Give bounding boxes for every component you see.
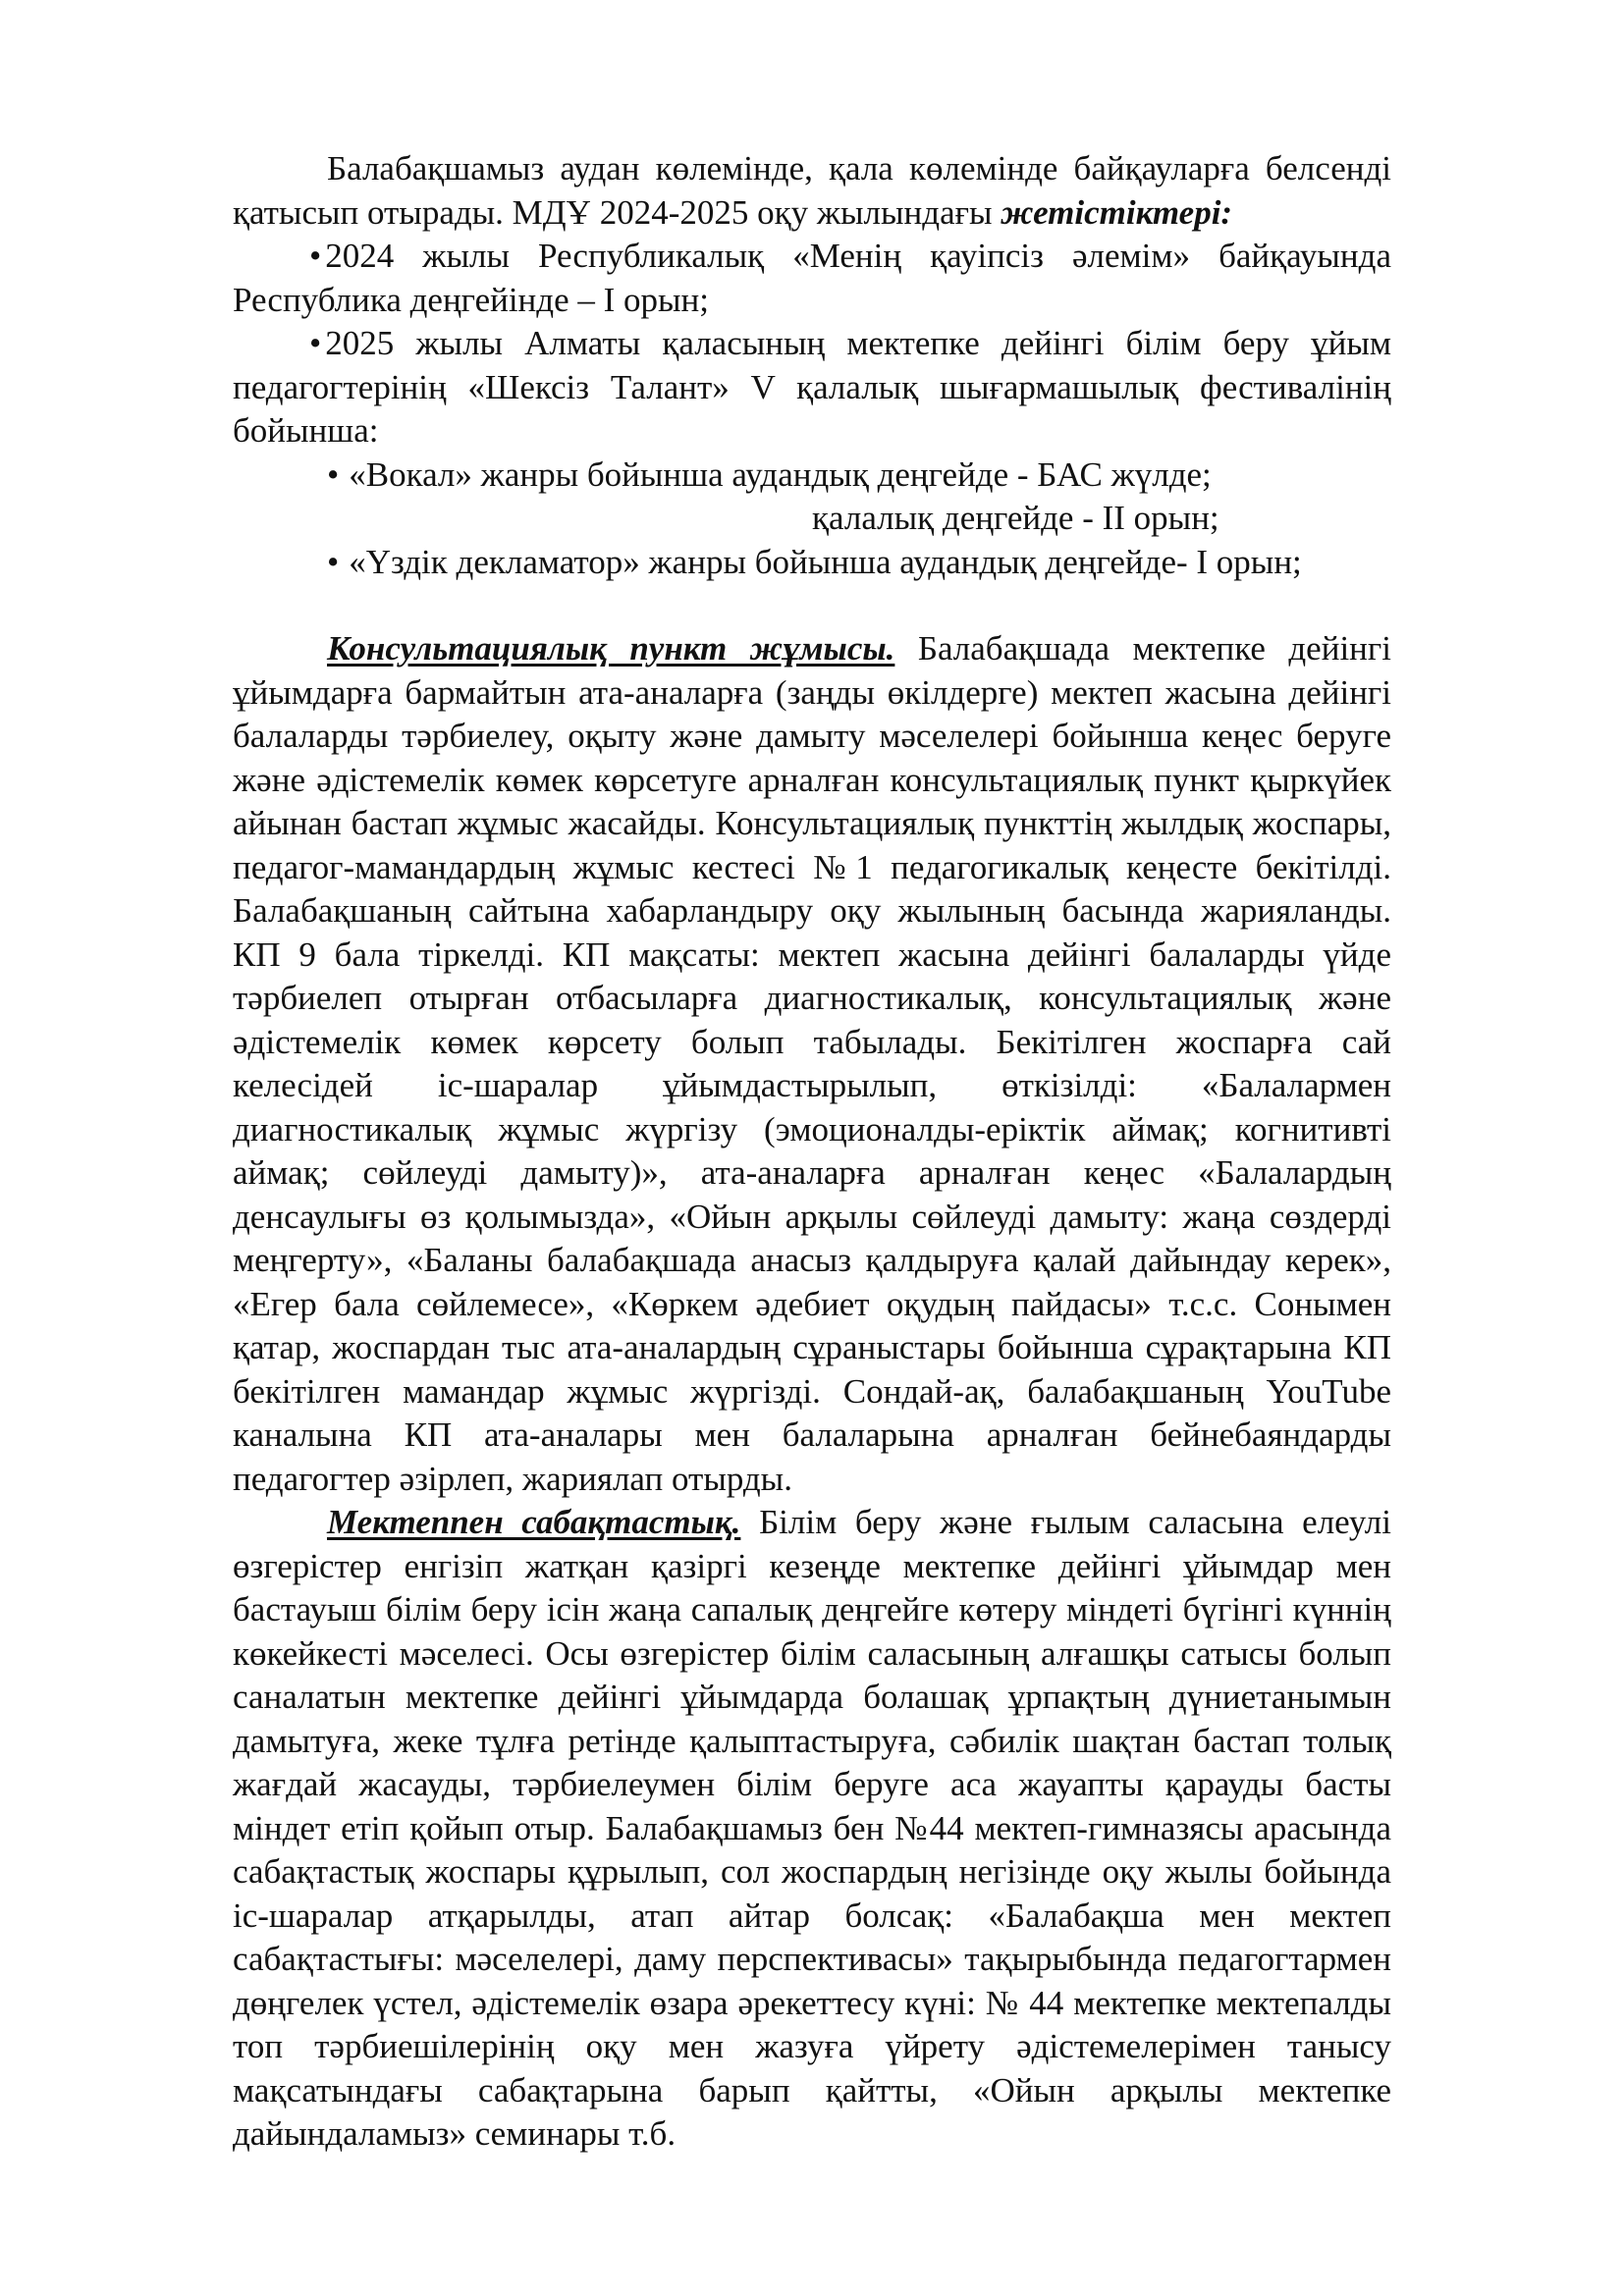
continuity-heading: Мектеппен сабақтастық.: [327, 1503, 741, 1541]
sub-item-declamator: [233, 541, 1391, 585]
continuity-paragraph: [233, 1501, 1391, 2157]
achievements-heading: жетістіктері:: [1001, 192, 1233, 232]
paragraph-spacer: [233, 584, 1391, 627]
sub-item-vocal: [233, 454, 1391, 498]
document-page: [233, 147, 1391, 2157]
bullet-icon: •: [309, 324, 322, 362]
continuity-text: Білім беру және ғылым саласына елеулі өзгерістер енгізіп жатқан қазіргі кезеңде мектепке дейінгі ұйымдар мен бастауыш білім беру ісін жаңа сапалық деңгейге көтеру міндеті бүгінгі күннің көкейкесті мәселесі. Осы өзгерістер білім саласының алғашқы сатысы болып саналатын мектепке дейінгі ұйымдарда болашақ ұрпақтың дүниетанымын дамытуға, жеке тұлға ретінде қалыптастыруға, сәбилік шақтан бастап толық жағдай жасауды, тәрбиелеумен білім беруге аса жауапты қарауды басты міндет етіп қойып отыр. Балабақшамыз бен №44 мектеп-гимназясы арасында сабақтастық жоспары құрылып, сол жоспардың негізінде оқу жылы бойында іс-шаралар атқарылды, атап айтар болсақ: «Балабақша мен мектеп сабақтастығы: мәселелері, даму перспективасы» тақырыбында педагогтармен дөңгелек үстел, әдістемелік өзара әрекеттесу күні: № 44 мектепке мектепалды топ тәрбиешілерінің оқу мен жазуға үйрету әдістемелерімен танысу мақсатындағы сабақтарына барып қайтты, «Ойын арқылы мектепке дайындаламыз» семинары т.б.: [233, 1503, 1391, 2153]
consultation-text: Балабақшада мектепке дейінгі ұйымдарға бармайтын ата-аналарға (заңды өкілдерге) мектеп жасына дейінгі балаларды тәрбиелеу, оқыту және дамыту мәселелері бойынша кеңес беруге және әдістемелік көмек көрсетуге арналған консультациялық пункт қыркүйек айынан бастап жұмыс жасайды. Консультациялық пункттің жылдық жоспары, педагог-мамандардың жұмыс кестесі №1 педагогикалық кеңесте бекітілді. Балабақшаның сайтына хабарландыру оқу жылының басында жарияланды. КП 9 бала тіркелді. КП мақсаты: мектеп жасына дейінгі балаларды үйде тәрбиелеп отырған отбасыларға диагностикалық, консультациялық және әдістемелік көмек көрсету болып табылады. Бекітілген жоспарға сай келесідей іс-шаралар ұйымдастырылып, өткізілді: «Балалармен диагностикалық жұмыс жүргізу (эмоционалды-еріктік аймақ; когнитивті аймақ; сөйлеуді дамыту)», ата-аналарға арналған кеңес «Балалардың денсаулығы өз қолымызда», «Ойын арқылы сөйлеуді дамыту: жаңа сөздерді меңгерту», «Баланы балабақшада анасыз қалдыруға қалай дайындау керек», «Егер бала сөйлемесе», «Көркем әдебиет оқудың пайдасы» т.с.с. Сонымен қатар, жоспардан тыс ата-аналардың сұраныстары бойынша сұрақтарына КП бекітілген мамандар жұмыс жүргізді. Сондай-ақ, балабақшаның YouTube каналына КП ата-аналары мен балаларына арналған бейнебаяндарды педагогтер әзірлеп, жариялап отырды.: [233, 629, 1391, 1498]
achievements-intro-text: Балабақшамыз аудан көлемінде, қала көлемінде байқауларға белсенді қатысып отырады. МДҰ 2024-2025 оқу жылындағы: [233, 149, 1391, 232]
sub-item-vocal-city: қалалық деңгейде - ІІ орын;: [812, 499, 1219, 537]
bullet-icon: •: [309, 237, 322, 275]
achievements-intro-paragraph: [233, 147, 1391, 235]
achievement-item-text: 2024 жылы Республикалық «Менің қауіпсіз әлемім» байқауында Республика деңгейінде – І орын;: [233, 237, 1391, 319]
bullet-icon: •: [327, 454, 340, 494]
achievement-item-text: 2025 жылы Алматы қаласының мектепке дейінгі білім беру ұйым педагогтерінің «Шексіз Талант» V қалалық шығармашылық фестивалінің бойынша:: [233, 324, 1391, 450]
consultation-paragraph: [233, 627, 1391, 1501]
sub-item-text: «Вокал» жанры бойынша аудандық деңгейде - БАС жүлде;: [349, 454, 1212, 494]
achievement-item-2: [233, 322, 1391, 454]
sub-item-text: «Үздік декламатор» жанры бойынша аудандық деңгейде- І орын;: [349, 542, 1302, 581]
consultation-heading: Консультациялық пункт жұмысы.: [327, 629, 895, 667]
bullet-icon: •: [327, 542, 340, 581]
achievement-item-1: [233, 235, 1391, 322]
achievement-sub-list: [233, 454, 1391, 585]
